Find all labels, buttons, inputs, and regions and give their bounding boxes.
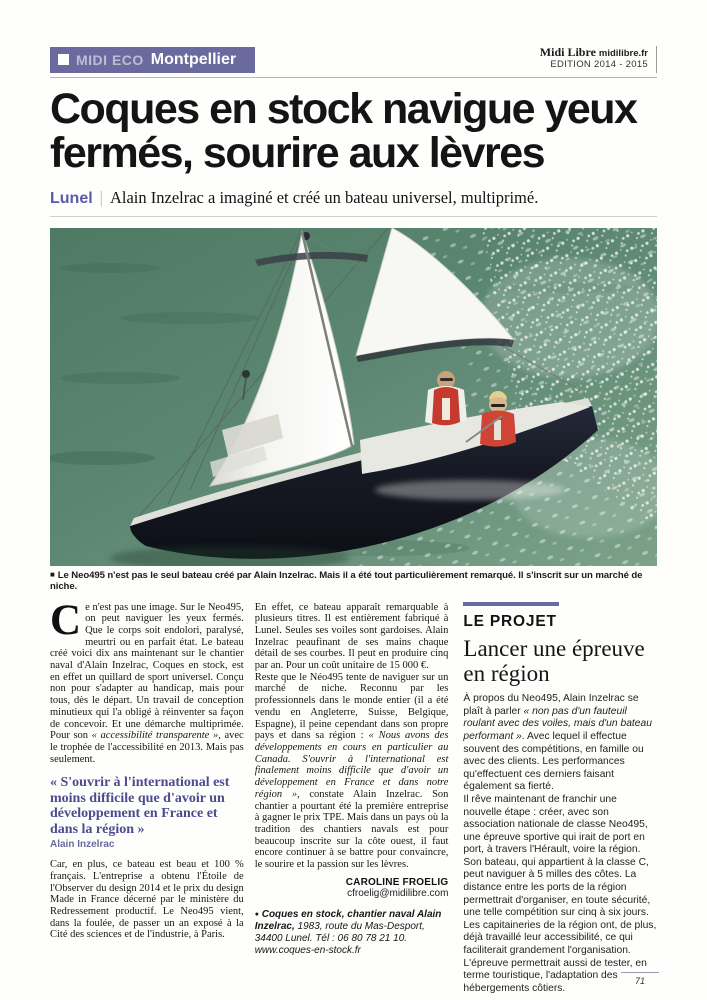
brand-site: midilibre.fr xyxy=(598,48,648,59)
kicker-location: Lunel xyxy=(50,189,93,207)
rubric-bar xyxy=(463,602,559,606)
caption-square-icon: ■ xyxy=(50,569,55,579)
square-icon xyxy=(58,54,69,65)
brand-name: Midi Libre xyxy=(539,45,596,59)
paragraph-3: En effet, ce bateau apparaît remarquable à plusieurs titres. Il est entièrement fabriqué à Lunel. Seules ses voiles sont gardoises. Alain Inzelrac peaufinant de ses mains chaque détail de ses courbes. Il peut en produire cinq par an. Pour un coût unitaire de 15 000 €. xyxy=(254,601,449,672)
masthead xyxy=(50,46,657,78)
article-columns xyxy=(50,596,657,996)
rubric-label: LE PROJET xyxy=(463,612,557,630)
paragraph-4: Reste que le Néo495 tente de naviguer sur un marché de niche. Reconnu par les professionnels dans le monde entier (il a été vendu en Angleterre, Suisse, Belgique, Espagne), il peine cependant dans son propre pays et dans sa région : « Nous avons des développements en cours en particulier au Canada. S'ouvrir à l'international est finalement moins difficile que d'avoir un développement en France et dans notre région », constate Alain Inzelrac. Son chantier a pourtant été la première entreprise à gagner le prix TPE. Mais dans un pays où la tradition des chantiers navals est pour beaucoup inscrite sur la côte ouest, il faut encore continuer à se battre pour convaincre, le sourire et la passion sur les lèvres. xyxy=(254,671,449,871)
article-photo xyxy=(50,228,657,592)
sidebar-le-projet xyxy=(459,602,657,996)
page-folio xyxy=(621,972,659,986)
paragraph-2: Car, en plus, ce bateau est beau et 100 % français. L'entreprise a obtenu l'Étoile de l'Observer du design 2014 et le prix du design Made in France décerné par le ministère du Redressement productif. Le Neo495 vient, dans la foulée, de passer un an exposé à la Cité des sciences et de l'industrie, à Paris. xyxy=(50,859,244,941)
sidebar-paragraph-2: Il rêve maintenant de franchir une nouvelle étape : créer, avec son association nationale de classe Neo495, une épreuve sportive qui irait de port en port, à travers l'Hérault, voire la région. Son bateau, qui appartient à la classe C, peut naviguer à 5 milles des côtes. La distance entre les ports de la région permettrait d'organiser, en toute sécurité, une telle compétition sur cinq à six jours. Les capitaineries de la région ont, de plus, déjà travaillé leur accessibilité, ce qui faciliterait grandement l'organisation. L'épreuve permettrait aussi de tester, en terme touristique, l'adaptation des hébergements côtiers. xyxy=(463,793,657,994)
column-2 xyxy=(255,602,449,996)
byline: CAROLINE FROELIG xyxy=(345,876,449,888)
folio-rule xyxy=(621,972,659,973)
brand-edition: EDITION 2014 - 2015 xyxy=(550,58,648,70)
drop-cap: C xyxy=(50,596,82,644)
byline-email: cfroelig@midilibre.com xyxy=(347,888,449,900)
sail-port xyxy=(242,370,250,378)
paragraph-1: Ce n'est pas une image. Sur le Neo495, on peut naviguer les yeux fermés. Que le corps soit endolori, paralysé, meurtri ou en parfait état. Le bateau créé voici dix ans maintenant sur le chantier naval d'Alain Inzelrac, Coques en stock, est en effet un quillard de sport universel. Conçu non pour s'adapter au handicap, mais pour tous, dès le départ. Un travail de conception minutieux qui l'a obligé à réinventer sa façon de concevoir. Et une démarche multiprimée. Pour son « accessibilité transparente », avec le trophée de l'accessibilité en 2013. Mais pas seulement. xyxy=(50,596,244,765)
contact-block: ● Coques en stock, chantier naval Alain Inzelrac, 1983, route du Mas-Desport, 34400 Lunel. Tél : 06 80 78 21 10. www.coques-en-stock.fr xyxy=(254,909,442,957)
pull-quote-author: Alain Inzelrac xyxy=(50,839,115,851)
column-1 xyxy=(50,596,244,996)
kicker-text: Alain Inzelrac a imaginé et créé un bateau universel, multiprimé. xyxy=(109,187,539,207)
brand-block xyxy=(540,46,657,73)
sidebar-paragraph-1: À propos du Neo495, Alain Inzelrac se plaît à parler « non pas d'un fauteuil roulant avec des voiles, mais d'un bateau performant ». Avec lequel il effectue souvent des compétitions, en famille ou avec des clients. Les performances qu'effectuent ces derniers faisant également sa fierté. xyxy=(463,693,652,793)
section-city: Montpellier xyxy=(150,50,237,68)
section-label: MIDI ECO xyxy=(76,51,144,68)
pull-quote: « S'ouvrir à l'international est moins difficile que d'avoir un développement en France et dans la région » xyxy=(50,775,230,837)
sidebar-title: Lancer une épreuve en région xyxy=(463,635,645,686)
kicker-separator: | xyxy=(99,187,103,207)
photo-caption: ■ Le Neo495 n'est pas le seul bateau créé par Alain Inzelrac. Mais il a été tout particulièrement remarqué. Il s'inscrit sur un marché de niche. xyxy=(50,569,643,592)
sailboat-photo-illustration xyxy=(50,228,657,566)
bullet-icon: ● xyxy=(254,911,259,919)
sidebar-body xyxy=(463,693,657,995)
wake-foam xyxy=(375,480,565,500)
glitter-glow xyxy=(480,258,657,378)
section-banner xyxy=(50,47,255,73)
kicker xyxy=(50,188,657,217)
headline: Coques en stock navigue yeux fermés, sourire aux lèvres xyxy=(50,84,637,177)
page-number: 71 xyxy=(634,976,645,986)
